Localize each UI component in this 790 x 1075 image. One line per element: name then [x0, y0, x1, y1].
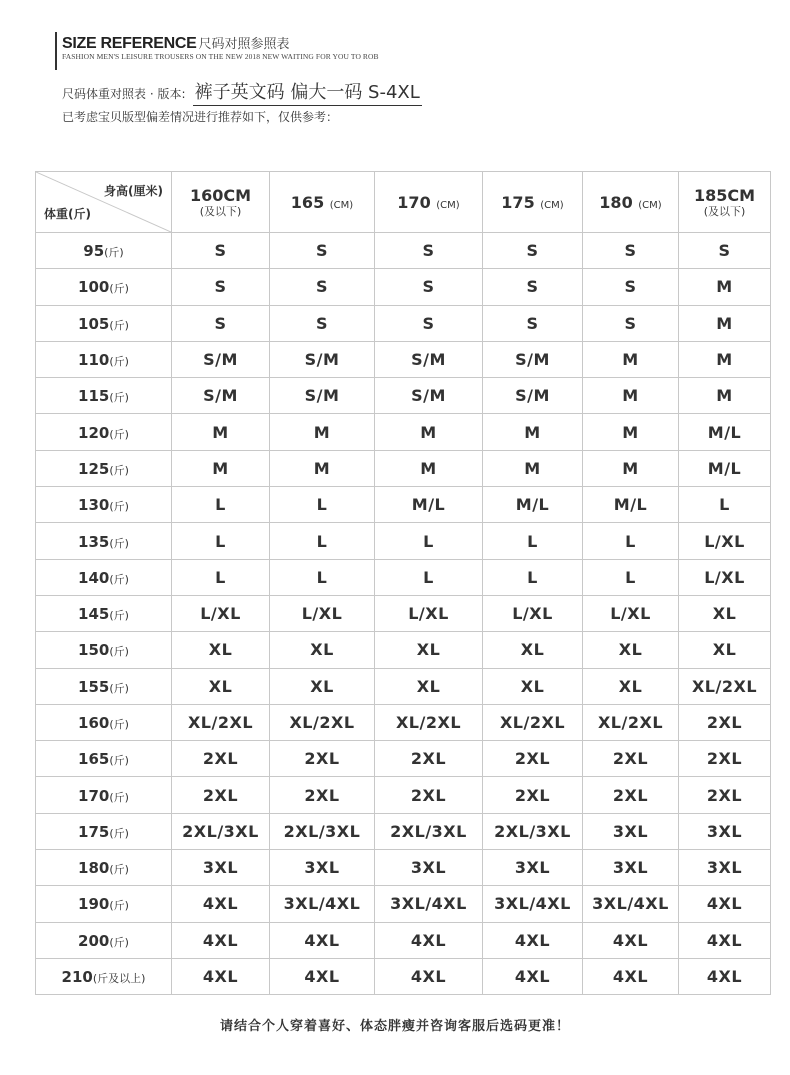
size-cell: S — [483, 305, 583, 341]
size-cell: L — [172, 487, 270, 523]
size-cell: 4XL — [172, 922, 270, 958]
weight-unit: (斤) — [109, 536, 129, 550]
weight-unit: (斤) — [109, 355, 129, 369]
weight-cell — [36, 523, 172, 559]
weight-unit: (斤) — [104, 246, 124, 260]
size-cell: L/XL — [483, 595, 583, 631]
weight-cell — [36, 777, 172, 813]
weight-unit: (斤) — [109, 645, 129, 659]
size-cell: XL — [679, 632, 771, 668]
size-cell: M — [172, 450, 270, 486]
size-cell: 3XL/4XL — [375, 886, 483, 922]
size-cell: S/M — [270, 341, 375, 377]
corner-height-label: 身高(厘米) — [104, 184, 163, 198]
size-cell: 2XL — [270, 741, 375, 777]
table-row — [36, 741, 771, 777]
table-row — [36, 958, 771, 994]
weight-cell — [36, 886, 172, 922]
size-cell: M — [270, 450, 375, 486]
size-cell: M — [583, 450, 679, 486]
table-row — [36, 559, 771, 595]
table-row — [36, 269, 771, 305]
size-cell: M/L — [583, 487, 679, 523]
col-header-170 — [375, 172, 483, 233]
weight-unit: (斤) — [109, 899, 129, 913]
size-cell: 4XL — [679, 958, 771, 994]
size-cell: 3XL — [679, 850, 771, 886]
version-prefix: 尺码体重对照表 · 版本: — [62, 87, 186, 101]
size-cell: S — [270, 305, 375, 341]
weight-cell — [36, 922, 172, 958]
weight-unit: (斤) — [109, 790, 129, 804]
size-cell: 3XL — [679, 813, 771, 849]
size-cell: 2XL/3XL — [270, 813, 375, 849]
size-cell: XL/2XL — [375, 704, 483, 740]
weight-cell — [36, 632, 172, 668]
size-cell: M — [172, 414, 270, 450]
table-row — [36, 487, 771, 523]
weight-value: 200 — [78, 931, 110, 950]
size-cell: L — [375, 559, 483, 595]
size-cell: XL/2XL — [583, 704, 679, 740]
size-cell: 3XL — [583, 850, 679, 886]
size-cell: M/L — [679, 414, 771, 450]
size-cell: S/M — [483, 341, 583, 377]
size-cell: 3XL — [172, 850, 270, 886]
col-height: 185CM — [693, 185, 756, 205]
col-header-165 — [270, 172, 375, 233]
col-header-160 — [172, 172, 270, 233]
size-cell: M — [679, 341, 771, 377]
size-cell: XL — [483, 668, 583, 704]
weight-value: 95 — [83, 242, 105, 261]
weight-cell — [36, 305, 172, 341]
size-cell: S/M — [483, 378, 583, 414]
weight-unit: (斤) — [109, 609, 129, 623]
weight-unit: (斤) — [109, 427, 129, 441]
weight-value: 100 — [78, 278, 110, 297]
size-cell: 3XL — [375, 850, 483, 886]
size-cell: XL — [375, 668, 483, 704]
weight-unit: (斤) — [109, 318, 129, 332]
size-cell: 2XL — [172, 741, 270, 777]
col-height: 175 — [501, 192, 535, 212]
size-cell: XL — [172, 668, 270, 704]
size-cell: XL/2XL — [270, 704, 375, 740]
size-cell: S — [172, 269, 270, 305]
size-table-body — [36, 233, 771, 995]
size-cell: 2XL — [270, 777, 375, 813]
size-cell: L/XL — [679, 523, 771, 559]
corner-cell — [36, 172, 172, 233]
size-cell: XL — [483, 632, 583, 668]
weight-value: 140 — [78, 568, 110, 587]
weight-cell — [36, 850, 172, 886]
size-cell: 4XL — [483, 958, 583, 994]
table-row — [36, 523, 771, 559]
weight-cell — [36, 958, 172, 994]
weight-unit: (斤) — [109, 718, 129, 731]
size-cell: M — [483, 450, 583, 486]
size-cell: L — [483, 559, 583, 595]
size-cell: S — [483, 269, 583, 305]
size-cell: L — [172, 523, 270, 559]
weight-unit: (斤) — [109, 463, 129, 477]
weight-cell — [36, 378, 172, 414]
col-unit: (CM) — [329, 199, 354, 211]
weight-unit: (斤) — [109, 754, 129, 768]
size-cell: 3XL/4XL — [483, 886, 583, 922]
size-cell: 2XL — [583, 741, 679, 777]
corner-weight-label: 体重(斤) — [44, 207, 91, 221]
header-accent-bar — [55, 32, 57, 70]
weight-unit: (斤) — [109, 681, 129, 695]
weight-cell — [36, 704, 172, 740]
size-cell: 2XL/3XL — [172, 813, 270, 849]
table-row — [36, 632, 771, 668]
size-cell: L/XL — [172, 595, 270, 631]
weight-unit: (斤) — [109, 935, 129, 949]
weight-value: 150 — [78, 641, 110, 660]
size-cell: 3XL — [270, 850, 375, 886]
size-cell: 4XL — [375, 958, 483, 994]
size-cell: S/M — [375, 341, 483, 377]
table-row — [36, 595, 771, 631]
weight-value: 160 — [78, 714, 110, 732]
size-cell: 2XL — [483, 741, 583, 777]
size-cell: 2XL/3XL — [483, 813, 583, 849]
size-cell: M — [583, 341, 679, 377]
weight-unit: (斤) — [109, 391, 129, 405]
size-cell: L — [270, 487, 375, 523]
size-cell: XL/2XL — [679, 668, 771, 704]
col-height: 170 — [397, 192, 431, 212]
size-cell: M — [375, 450, 483, 486]
table-row — [36, 704, 771, 740]
weight-value: 170 — [78, 786, 110, 805]
size-cell: XL/2XL — [172, 704, 270, 740]
weight-value: 110 — [78, 351, 110, 370]
size-cell: 2XL — [679, 741, 771, 777]
col-height: 180 — [599, 192, 633, 212]
col-unit: (CM) — [436, 199, 460, 211]
diagonal-line — [36, 172, 171, 232]
size-cell: 4XL — [583, 958, 679, 994]
size-table — [35, 171, 771, 995]
size-cell: L — [270, 559, 375, 595]
size-cell: 2XL — [172, 777, 270, 813]
version-line — [62, 78, 422, 106]
size-cell: XL — [270, 668, 375, 704]
weight-value: 165 — [78, 750, 110, 769]
size-cell: S/M — [270, 378, 375, 414]
size-cell: M — [583, 378, 679, 414]
footer-note: 请结合个人穿着喜好、体态胖瘦并咨询客服后选码更准！ — [219, 1019, 570, 1034]
size-cell: 3XL/4XL — [270, 886, 375, 922]
size-cell: S — [270, 269, 375, 305]
size-cell: M/L — [375, 487, 483, 523]
size-cell: M/L — [483, 487, 583, 523]
weight-value: 120 — [78, 423, 110, 442]
size-cell: L/XL — [270, 595, 375, 631]
size-cell: S/M — [172, 378, 270, 414]
size-cell: S — [583, 305, 679, 341]
size-cell: 3XL — [483, 850, 583, 886]
weight-value: 125 — [78, 459, 110, 478]
title-en: SIZE REFERENCE — [62, 35, 197, 52]
weight-cell — [36, 269, 172, 305]
col-header-185 — [679, 172, 771, 233]
table-row — [36, 450, 771, 486]
table-row — [36, 414, 771, 450]
size-cell: S — [483, 233, 583, 269]
weight-cell — [36, 414, 172, 450]
size-cell: L — [483, 523, 583, 559]
weight-cell — [36, 341, 172, 377]
size-cell: L — [583, 523, 679, 559]
weight-cell — [36, 559, 172, 595]
table-row — [36, 922, 771, 958]
weight-value: 115 — [78, 387, 110, 406]
size-cell: S — [375, 233, 483, 269]
weight-value: 190 — [78, 895, 110, 914]
weight-value: 175 — [78, 822, 110, 841]
size-cell: M — [679, 305, 771, 341]
header-row — [36, 172, 771, 233]
size-cell: XL — [172, 632, 270, 668]
size-cell: XL — [583, 632, 679, 668]
size-cell: 2XL — [375, 741, 483, 777]
size-cell: L/XL — [375, 595, 483, 631]
size-cell: M — [270, 414, 375, 450]
weight-cell — [36, 233, 172, 269]
col-height: 160CM — [189, 185, 252, 205]
size-cell: S — [172, 233, 270, 269]
col-height: 165 — [290, 192, 325, 212]
table-row — [36, 886, 771, 922]
size-cell: L — [583, 559, 679, 595]
size-cell: L/XL — [583, 595, 679, 631]
size-cell: S — [375, 269, 483, 305]
weight-unit: (斤及以上) — [92, 972, 146, 986]
size-cell: M — [679, 269, 771, 305]
size-cell: L — [375, 523, 483, 559]
size-cell: 4XL — [172, 886, 270, 922]
weight-unit: (斤) — [109, 863, 129, 877]
size-cell: 2XL — [375, 777, 483, 813]
size-cell: M — [375, 414, 483, 450]
size-cell: 2XL — [679, 777, 771, 813]
table-row — [36, 777, 771, 813]
title-cn: 尺码对照参照表 — [198, 37, 290, 52]
size-cell: 4XL — [270, 958, 375, 994]
size-cell: S — [375, 305, 483, 341]
weight-value: 155 — [78, 677, 110, 696]
weight-value: 210 — [61, 968, 93, 987]
size-cell: 4XL — [270, 922, 375, 958]
size-cell: XL — [375, 632, 483, 668]
weight-unit: (斤) — [109, 282, 129, 296]
size-cell: S/M — [172, 341, 270, 377]
table-row — [36, 850, 771, 886]
weight-cell — [36, 668, 172, 704]
weight-value: 135 — [78, 532, 110, 551]
size-cell: L — [172, 559, 270, 595]
size-cell: XL — [679, 595, 771, 631]
subtitle: FASHION MEN'S LEISURE TROUSERS ON THE NEW 2018 NEW WAITING FOR YOU TO ROB — [62, 52, 379, 61]
page-title — [62, 33, 290, 53]
weight-unit: (斤) — [109, 500, 129, 514]
size-cell: S — [172, 305, 270, 341]
table-row — [36, 305, 771, 341]
size-cell: 2XL/3XL — [375, 813, 483, 849]
size-cell: 4XL — [483, 922, 583, 958]
size-cell: XL — [583, 668, 679, 704]
col-unit: (CM) — [540, 199, 564, 211]
weight-value: 105 — [78, 314, 110, 333]
weight-cell — [36, 813, 172, 849]
size-cell: 4XL — [679, 886, 771, 922]
reference-note: 已考虑宝贝版型偏差情况进行推荐如下，仅供参考： — [62, 110, 339, 124]
size-cell: XL/2XL — [483, 704, 583, 740]
size-cell: 4XL — [583, 922, 679, 958]
weight-unit: (斤) — [109, 572, 129, 586]
size-cell: M/L — [679, 450, 771, 486]
size-cell: 4XL — [375, 922, 483, 958]
table-row — [36, 378, 771, 414]
size-cell: M — [583, 414, 679, 450]
col-note: (及以下) — [703, 204, 746, 218]
weight-value: 130 — [78, 496, 110, 515]
weight-cell — [36, 595, 172, 631]
size-cell: L — [270, 523, 375, 559]
size-cell: M — [679, 378, 771, 414]
size-cell: 4XL — [679, 922, 771, 958]
col-note: (及以下) — [199, 204, 242, 218]
version-value: 裤子英文码 偏大一码 S-4XL — [193, 78, 422, 106]
size-cell: 2XL — [679, 704, 771, 740]
size-cell: XL — [270, 632, 375, 668]
col-header-180 — [583, 172, 679, 233]
size-cell: L — [679, 487, 771, 523]
table-row — [36, 341, 771, 377]
size-cell: S — [270, 233, 375, 269]
table-row — [36, 233, 771, 269]
size-cell: 3XL — [583, 813, 679, 849]
size-cell: S — [583, 233, 679, 269]
table-row — [36, 813, 771, 849]
size-cell: M — [483, 414, 583, 450]
size-cell: 3XL/4XL — [583, 886, 679, 922]
weight-unit: (斤) — [109, 826, 129, 840]
size-cell: S/M — [375, 378, 483, 414]
weight-value: 145 — [78, 605, 110, 624]
size-cell: L/XL — [679, 559, 771, 595]
col-header-175 — [483, 172, 583, 233]
weight-value: 180 — [78, 859, 110, 878]
size-cell: S — [679, 233, 771, 269]
table-row — [36, 668, 771, 704]
weight-cell — [36, 450, 172, 486]
weight-cell — [36, 487, 172, 523]
size-cell: S — [583, 269, 679, 305]
size-cell: 2XL — [483, 777, 583, 813]
size-cell: 2XL — [583, 777, 679, 813]
weight-cell — [36, 741, 172, 777]
size-cell: 4XL — [172, 958, 270, 994]
col-unit: (CM) — [638, 199, 662, 211]
